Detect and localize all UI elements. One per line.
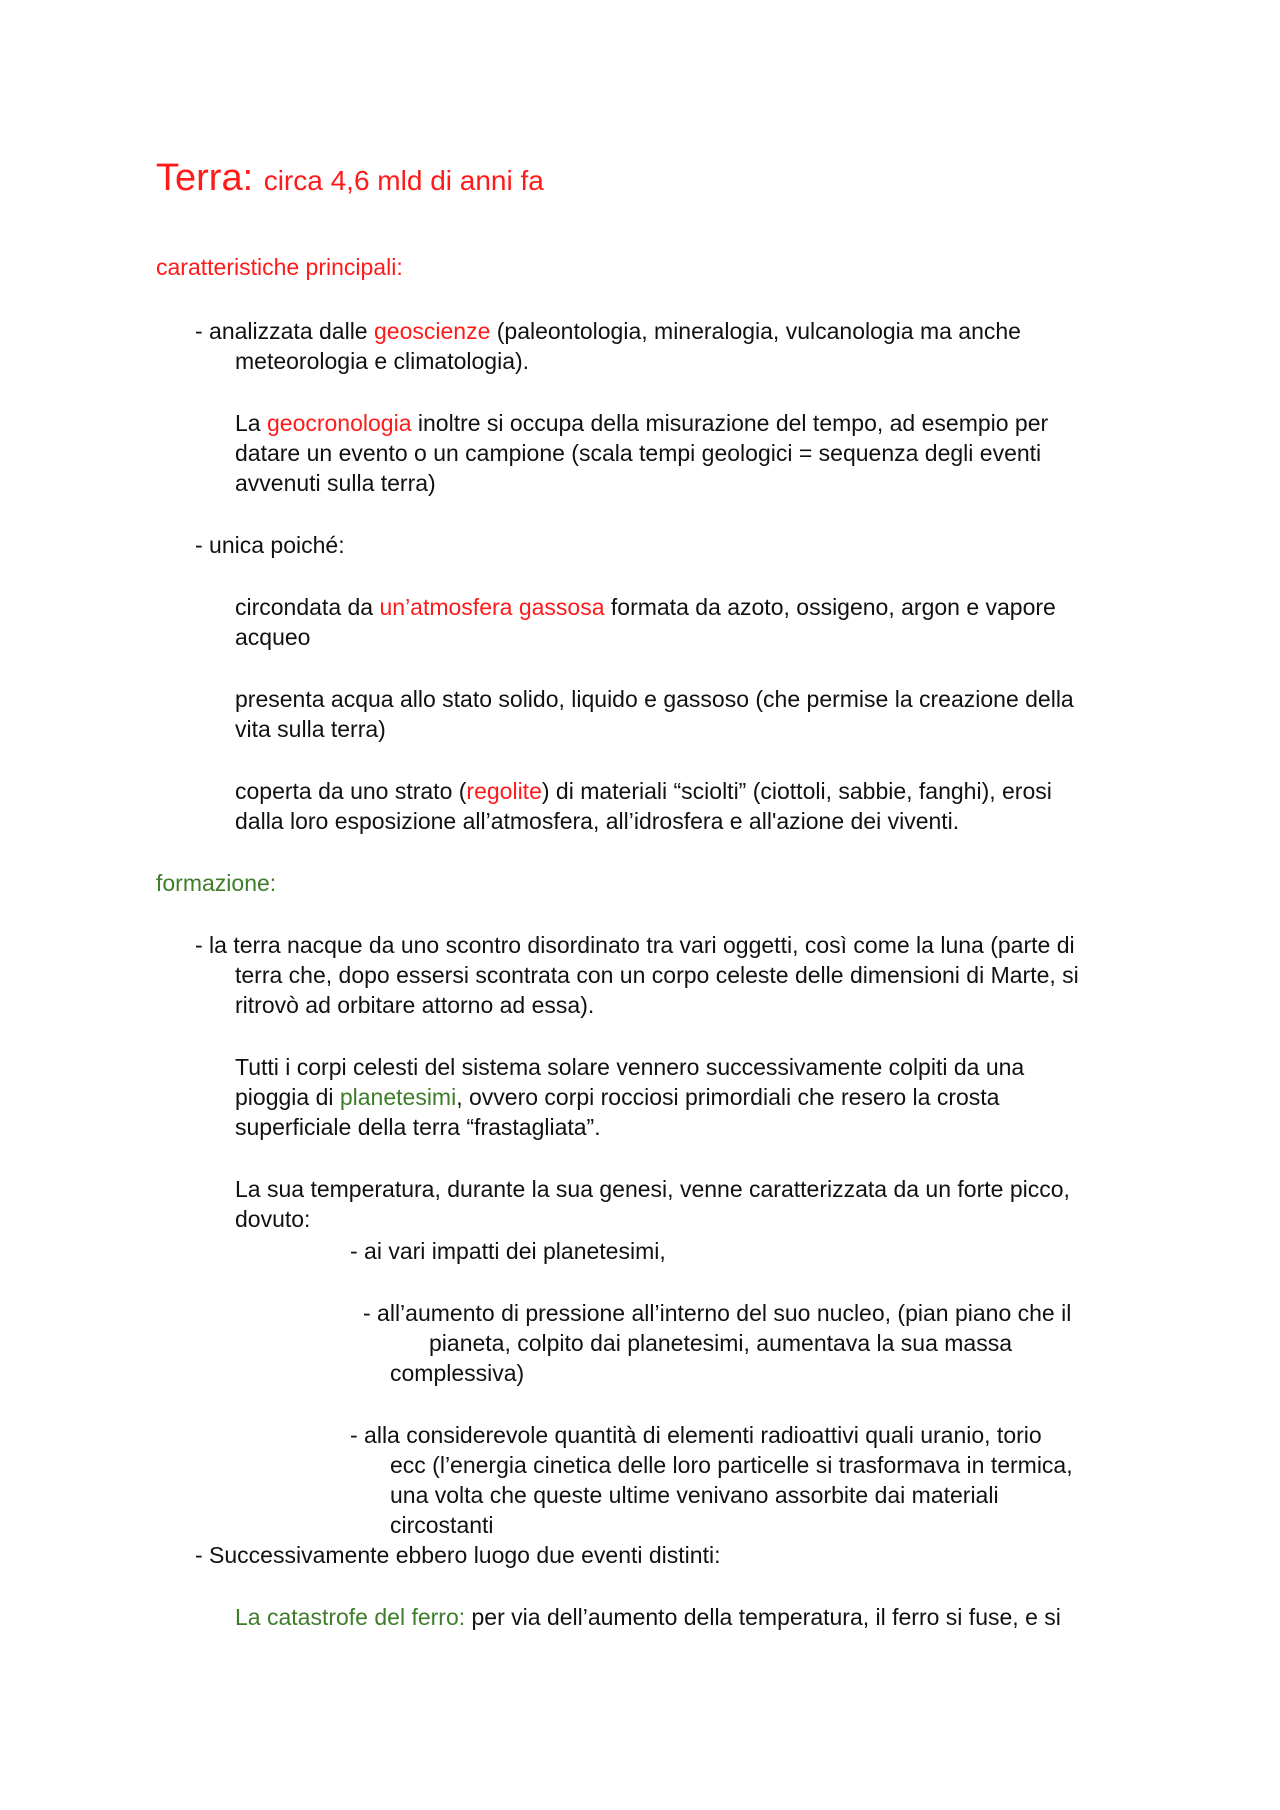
term-atmosfera: un’atmosfera gassosa xyxy=(379,594,605,620)
features-para-3-line-2: vita sulla terra) xyxy=(235,716,386,742)
title-subtitle: circa 4,6 mld di anni fa xyxy=(263,165,544,196)
features-bullet-1-line-1: - analizzata dalle geoscienze (paleontologia, mineralogia, vulcanologia ma anche xyxy=(195,318,1021,344)
features-para-2-line-1: circondata da un’atmosfera gassosa formata da azoto, ossigeno, argon e vapore xyxy=(235,594,1056,620)
formation-para-1-line-3: superficiale della terra “frastagliata”. xyxy=(235,1114,601,1140)
formation-last-line: La catastrofe del ferro: per via dell’aumento della temperatura, il ferro si fuse, e si xyxy=(235,1604,1061,1630)
formation-cause-2-line-2: pianeta, colpito dai planetesimi, aumentava la sua massa xyxy=(429,1330,1013,1356)
section-heading-features: caratteristiche principali: xyxy=(156,254,403,280)
formation-para-1-line-2: pioggia di planetesimi, ovvero corpi rocciosi primordiali che resero la crosta xyxy=(235,1084,1000,1110)
formation-cause-3-line-4: circostanti xyxy=(390,1512,494,1538)
formation-para-2-line-2: dovuto: xyxy=(235,1206,311,1232)
features-para-3-line-1: presenta acqua allo stato solido, liquido e gassoso (che permise la creazione della xyxy=(235,686,1074,712)
formation-bullet-1-line-2: terra che, dopo essersi scontrata con un corpo celeste delle dimensioni di Marte, si xyxy=(235,962,1079,988)
formation-cause-2-line-3: complessiva) xyxy=(390,1360,525,1386)
term-geoscienze: geoscienze xyxy=(374,318,491,344)
features-para-4-line-2: dalla loro esposizione all’atmosfera, all’idrosfera e all'azione dei viventi. xyxy=(235,808,960,834)
features-bullet-1-line-2: meteorologia e climatologia). xyxy=(235,348,530,374)
formation-cause-3-line-3: una volta che queste ultime venivano assorbite dai materiali xyxy=(390,1482,999,1508)
features-para-1-line-2: datare un evento o un campione (scala tempi geologici = sequenza degli eventi xyxy=(235,440,1042,466)
features-para-1-line-3: avvenuti sulla terra) xyxy=(235,470,436,496)
term-regolite: regolite xyxy=(466,778,542,804)
formation-para-2-line-1: La sua temperatura, durante la sua genesi, venne caratterizzata da un forte picco, xyxy=(235,1176,1070,1202)
features-para-4-line-1: coperta da uno strato (regolite) di materiali “sciolti” (ciottoli, sabbie, fanghi), erosi xyxy=(235,778,1052,804)
formation-para-1-line-1: Tutti i corpi celesti del sistema solare vennero successivamente colpiti da una xyxy=(235,1054,1025,1080)
features-bullet-2: - unica poiché: xyxy=(195,532,345,558)
features-para-2-line-2: acqueo xyxy=(235,624,311,650)
formation-cause-1: - ai vari impatti dei planetesimi, xyxy=(350,1238,666,1264)
term-geocronologia: geocronologia xyxy=(266,410,412,436)
features-para-1-line-1: La geocronologia inoltre si occupa della misurazione del tempo, ad esempio per xyxy=(235,410,1049,436)
formation-cause-2-line-1: - all’aumento di pressione all’interno del suo nucleo, (pian piano che il xyxy=(363,1300,1072,1326)
title-main: Terra: xyxy=(156,157,254,199)
formation-bullet-1-line-3: ritrovò ad orbitare attorno ad essa). xyxy=(235,992,595,1018)
term-catastrofe-ferro: La catastrofe del ferro: xyxy=(235,1604,466,1630)
page-title xyxy=(156,156,544,203)
formation-bullet-1-line-1: - la terra nacque da uno scontro disordinato tra vari oggetti, così come la luna (parte di xyxy=(195,932,1075,958)
formation-cause-3-line-1: - alla considerevole quantità di elementi radioattivi quali uranio, torio xyxy=(350,1422,1042,1448)
section-heading-formation: formazione: xyxy=(156,870,277,896)
formation-bullet-2: - Successivamente ebbero luogo due eventi distinti: xyxy=(195,1542,721,1568)
term-planetesimi: planetesimi xyxy=(339,1084,457,1110)
formation-cause-3-line-2: ecc (l’energia cinetica delle loro particelle si trasformava in termica, xyxy=(390,1452,1073,1478)
